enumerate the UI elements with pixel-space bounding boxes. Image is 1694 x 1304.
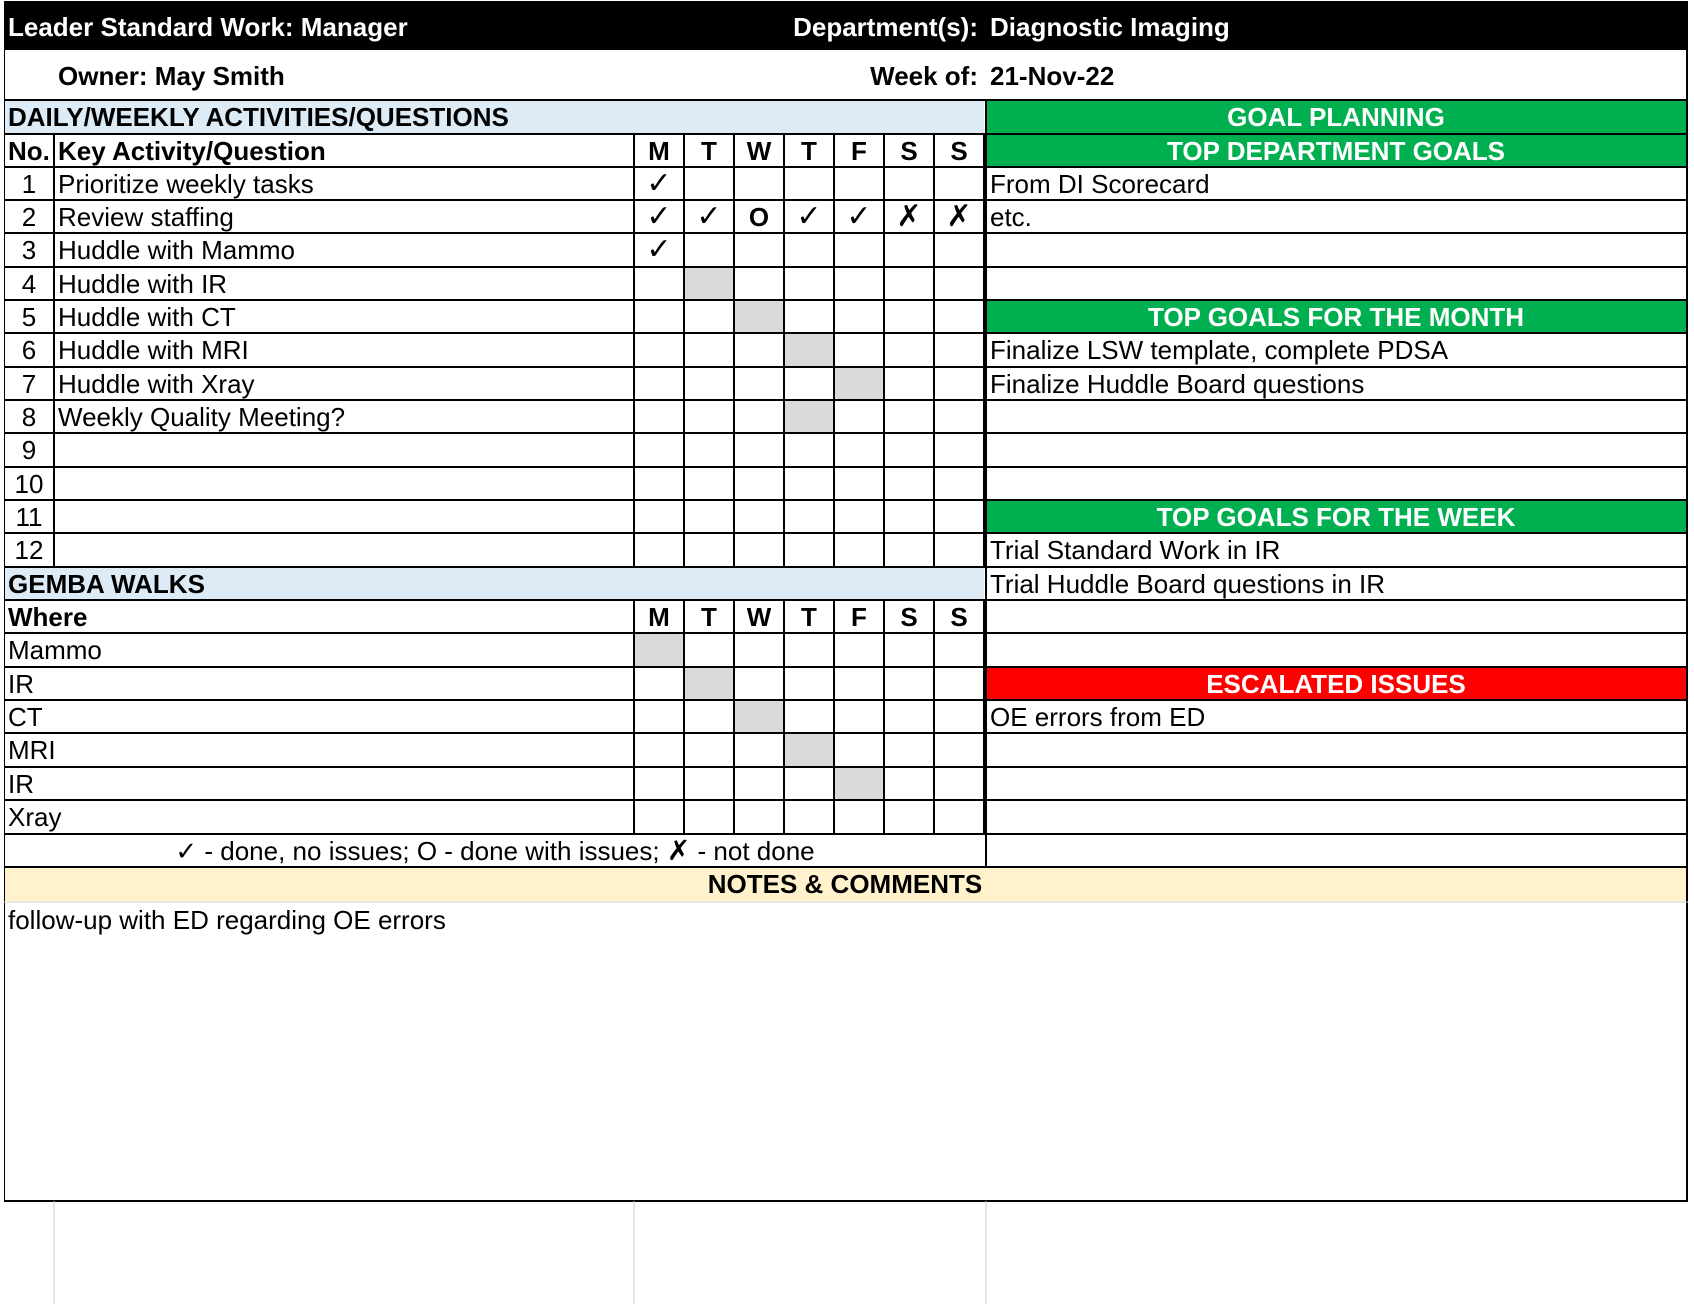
row-number: 2 xyxy=(21,201,37,232)
status-cell[interactable] xyxy=(834,800,884,833)
activity-text[interactable]: Huddle with CT xyxy=(58,301,236,332)
status-cell[interactable] xyxy=(784,633,834,666)
department-goal-item[interactable] xyxy=(986,233,1686,266)
status-cell[interactable] xyxy=(934,767,984,800)
goal-planning-title: GOAL PLANNING xyxy=(986,100,1686,134)
status-cell[interactable] xyxy=(634,367,684,400)
status-cell[interactable]: ✗ xyxy=(896,200,922,233)
status-cell[interactable] xyxy=(634,533,684,566)
status-cell[interactable] xyxy=(934,633,984,666)
escalated-issue-item[interactable] xyxy=(986,767,1686,800)
status-cell[interactable] xyxy=(884,333,934,366)
day-header: S xyxy=(950,135,968,166)
status-cell[interactable] xyxy=(834,667,884,700)
row-number: 6 xyxy=(21,334,37,365)
gemba-location[interactable]: MRI xyxy=(8,734,56,765)
status-cell[interactable] xyxy=(734,467,784,500)
status-cell[interactable] xyxy=(834,167,884,200)
legend-done-text: ✓ - done, no issues; O - done with issues; xyxy=(175,835,667,866)
status-cell[interactable] xyxy=(834,700,884,733)
status-cell[interactable] xyxy=(884,733,934,766)
status-cell[interactable] xyxy=(884,167,934,200)
status-cell[interactable] xyxy=(934,267,984,300)
status-cell[interactable] xyxy=(734,333,784,366)
lsw-worksheet xyxy=(4,0,1690,1304)
status-cell[interactable] xyxy=(634,767,684,800)
status-cell[interactable] xyxy=(734,400,784,433)
day-header: M xyxy=(648,135,670,166)
status-cell[interactable] xyxy=(884,300,934,333)
status-cell[interactable] xyxy=(734,233,784,266)
activity-text[interactable]: Huddle with Mammo xyxy=(58,234,295,265)
status-cell[interactable] xyxy=(934,167,984,200)
status-cell[interactable] xyxy=(884,400,934,433)
row-number: 4 xyxy=(21,268,37,299)
status-cell[interactable] xyxy=(934,733,984,766)
status-cell[interactable] xyxy=(734,167,784,200)
activities-section-title: DAILY/WEEKLY ACTIVITIES/QUESTIONS xyxy=(4,100,984,134)
month-goal-item[interactable]: Finalize Huddle Board questions xyxy=(990,368,1365,399)
status-cell[interactable] xyxy=(834,233,884,266)
status-cell[interactable] xyxy=(834,767,884,800)
status-cell[interactable] xyxy=(634,433,684,466)
status-cell[interactable]: ✗ xyxy=(946,200,972,233)
not-done-icon: ✗ xyxy=(666,834,691,866)
status-cell[interactable] xyxy=(684,400,734,433)
gemba-location[interactable]: IR xyxy=(8,668,34,699)
status-cell[interactable] xyxy=(784,233,834,266)
status-cell[interactable] xyxy=(784,500,834,533)
status-cell[interactable] xyxy=(684,300,734,333)
status-cell[interactable] xyxy=(734,267,784,300)
status-cell[interactable] xyxy=(684,367,734,400)
department-goals-title: TOP DEPARTMENT GOALS xyxy=(986,134,1686,167)
status-cell[interactable] xyxy=(884,433,934,466)
status-cell[interactable] xyxy=(834,433,884,466)
row-number: 5 xyxy=(21,301,37,332)
status-cell[interactable] xyxy=(684,667,734,700)
activity-text[interactable] xyxy=(54,467,634,500)
status-cell[interactable] xyxy=(884,767,934,800)
department-label: Department(s): xyxy=(784,3,984,50)
notes-text[interactable]: follow-up with ED regarding OE errors xyxy=(8,904,446,935)
status-cell[interactable]: ✓ xyxy=(646,200,672,233)
status-cell[interactable] xyxy=(734,667,784,700)
week-goals-title: TOP GOALS FOR THE WEEK xyxy=(986,500,1686,534)
day-header: T xyxy=(701,135,717,166)
escalated-issue-item[interactable]: OE errors from ED xyxy=(990,701,1206,732)
day-header: W xyxy=(746,601,772,632)
month-goal-item[interactable] xyxy=(986,467,1686,500)
row-number: 7 xyxy=(21,368,37,399)
day-header: M xyxy=(648,601,670,632)
status-cell[interactable] xyxy=(684,267,734,300)
status-cell[interactable] xyxy=(634,700,684,733)
status-cell[interactable] xyxy=(784,700,834,733)
gemba-location[interactable]: Xray xyxy=(8,801,62,832)
status-cell[interactable] xyxy=(884,533,934,566)
status-cell[interactable] xyxy=(934,233,984,266)
row-number: 8 xyxy=(21,401,37,432)
status-cell[interactable] xyxy=(634,400,684,433)
status-cell[interactable] xyxy=(734,533,784,566)
status-cell[interactable] xyxy=(934,700,984,733)
day-header: F xyxy=(851,135,867,166)
status-cell[interactable] xyxy=(634,333,684,366)
status-cell[interactable] xyxy=(784,300,834,333)
status-cell[interactable] xyxy=(684,733,734,766)
status-cell[interactable] xyxy=(734,367,784,400)
status-cell[interactable] xyxy=(834,467,884,500)
month-goal-item[interactable]: Finalize LSW template, complete PDSA xyxy=(990,334,1449,365)
status-cell[interactable] xyxy=(684,500,734,533)
status-cell[interactable] xyxy=(884,800,934,833)
status-cell[interactable] xyxy=(884,233,934,266)
week-label: Week of: xyxy=(870,61,978,91)
status-cell[interactable] xyxy=(634,467,684,500)
activity-text[interactable] xyxy=(54,500,634,533)
status-cell[interactable] xyxy=(734,300,784,333)
status-cell[interactable] xyxy=(734,433,784,466)
month-goals-title: TOP GOALS FOR THE MONTH xyxy=(986,300,1686,334)
gemba-location[interactable]: CT xyxy=(8,701,43,732)
status-cell[interactable] xyxy=(834,367,884,400)
status-cell[interactable] xyxy=(884,467,934,500)
status-cell[interactable]: ✓ xyxy=(646,167,672,200)
activity-text[interactable]: Huddle with Xray xyxy=(58,368,255,399)
legend-not-done-text: - not done xyxy=(690,835,815,866)
row-number: 1 xyxy=(21,168,37,199)
status-cell[interactable] xyxy=(734,700,784,733)
status-cell[interactable] xyxy=(734,500,784,533)
department-goal-item[interactable]: etc. xyxy=(990,201,1032,232)
status-cell[interactable] xyxy=(834,267,884,300)
owner-cell[interactable]: Owner: May Smith xyxy=(58,61,285,91)
activity-text[interactable]: Prioritize weekly tasks xyxy=(58,168,314,199)
row-number: 3 xyxy=(21,234,37,265)
department-value[interactable]: Diagnostic Imaging xyxy=(990,3,1390,50)
status-cell[interactable] xyxy=(784,733,834,766)
status-cell[interactable]: ✓ xyxy=(846,200,872,233)
status-cell[interactable] xyxy=(784,800,834,833)
gemba-location[interactable]: IR xyxy=(8,768,34,799)
status-cell[interactable] xyxy=(684,633,734,666)
status-cell[interactable] xyxy=(684,533,734,566)
row-number: 9 xyxy=(21,434,37,465)
status-cell[interactable] xyxy=(884,500,934,533)
status-cell[interactable] xyxy=(934,467,984,500)
week-goal-item[interactable]: Trial Standard Work in IR xyxy=(990,534,1281,565)
status-cell[interactable] xyxy=(834,533,884,566)
status-cell[interactable] xyxy=(784,767,834,800)
status-cell[interactable] xyxy=(634,733,684,766)
status-cell[interactable]: O xyxy=(748,201,770,232)
day-header: W xyxy=(746,135,772,166)
status-cell[interactable] xyxy=(634,500,684,533)
row-number: 11 xyxy=(15,501,43,532)
status-cell[interactable] xyxy=(784,467,834,500)
status-cell[interactable] xyxy=(934,400,984,433)
day-header: S xyxy=(900,601,918,632)
day-header: F xyxy=(851,601,867,632)
status-cell[interactable] xyxy=(784,400,834,433)
department-goal-item[interactable] xyxy=(986,267,1686,300)
status-cell[interactable] xyxy=(684,167,734,200)
status-cell[interactable] xyxy=(884,667,934,700)
status-cell[interactable] xyxy=(934,667,984,700)
status-cell[interactable] xyxy=(834,333,884,366)
day-header: T xyxy=(701,601,717,632)
status-cell[interactable] xyxy=(634,300,684,333)
status-cell[interactable] xyxy=(634,800,684,833)
status-cell[interactable] xyxy=(684,767,734,800)
week-goal-item[interactable] xyxy=(986,633,1686,666)
month-goal-item[interactable] xyxy=(986,400,1686,433)
escalated-issues-title: ESCALATED ISSUES xyxy=(986,667,1686,700)
notes-title: NOTES & COMMENTS xyxy=(4,867,1686,901)
status-cell[interactable] xyxy=(834,733,884,766)
activity-text[interactable]: Weekly Quality Meeting? xyxy=(58,401,346,432)
activity-text[interactable] xyxy=(54,433,634,466)
escalated-issue-item[interactable] xyxy=(986,733,1686,766)
status-cell[interactable] xyxy=(684,433,734,466)
gemba-section-title: GEMBA WALKS xyxy=(4,567,984,600)
status-cell[interactable] xyxy=(634,667,684,700)
col-header-where: Where xyxy=(8,601,88,632)
week-value[interactable]: 21-Nov-22 xyxy=(990,61,1115,91)
row-number: 12 xyxy=(14,534,44,565)
status-cell[interactable] xyxy=(934,300,984,333)
status-cell[interactable] xyxy=(734,733,784,766)
status-cell[interactable] xyxy=(934,500,984,533)
status-cell[interactable] xyxy=(684,700,734,733)
activity-text[interactable]: Huddle with MRI xyxy=(58,334,249,365)
status-cell[interactable] xyxy=(684,800,734,833)
legend xyxy=(4,834,986,867)
status-cell[interactable] xyxy=(634,267,684,300)
status-cell[interactable] xyxy=(834,633,884,666)
status-cell[interactable] xyxy=(934,533,984,566)
status-cell[interactable] xyxy=(634,633,684,666)
department-goal-item[interactable]: From DI Scorecard xyxy=(990,168,1210,199)
status-cell[interactable] xyxy=(684,467,734,500)
status-cell[interactable] xyxy=(934,333,984,366)
status-cell[interactable] xyxy=(784,667,834,700)
status-cell[interactable] xyxy=(784,367,834,400)
status-cell[interactable] xyxy=(784,533,834,566)
week-goal-item[interactable] xyxy=(986,600,1686,633)
activity-text[interactable] xyxy=(54,533,634,566)
status-cell[interactable] xyxy=(834,400,884,433)
status-cell[interactable] xyxy=(884,267,934,300)
status-cell[interactable] xyxy=(784,167,834,200)
status-cell[interactable] xyxy=(734,633,784,666)
status-cell[interactable] xyxy=(834,500,884,533)
title-text: Leader Standard Work: Manager xyxy=(8,11,408,42)
status-cell[interactable] xyxy=(934,367,984,400)
status-cell[interactable]: ✓ xyxy=(646,233,672,266)
col-header-no: No. xyxy=(8,135,50,166)
status-cell[interactable]: ✓ xyxy=(796,200,822,233)
day-header: S xyxy=(900,135,918,166)
status-cell[interactable] xyxy=(934,433,984,466)
day-header: T xyxy=(801,135,817,166)
day-header: T xyxy=(801,601,817,632)
escalated-issue-item[interactable] xyxy=(986,800,1686,833)
activity-text[interactable]: Huddle with IR xyxy=(58,268,228,299)
status-cell[interactable] xyxy=(784,333,834,366)
status-cell[interactable] xyxy=(784,433,834,466)
status-cell[interactable] xyxy=(684,333,734,366)
col-header-activity: Key Activity/Question xyxy=(58,135,326,166)
status-cell[interactable] xyxy=(734,800,784,833)
status-cell[interactable] xyxy=(884,367,934,400)
status-cell[interactable] xyxy=(784,267,834,300)
row-number: 10 xyxy=(14,468,44,499)
status-cell[interactable] xyxy=(734,767,784,800)
status-cell[interactable] xyxy=(884,633,934,666)
day-header: S xyxy=(950,601,968,632)
status-cell[interactable] xyxy=(684,233,734,266)
status-cell[interactable] xyxy=(834,300,884,333)
status-cell[interactable] xyxy=(884,700,934,733)
activity-text[interactable]: Review staffing xyxy=(58,201,234,232)
status-cell[interactable] xyxy=(934,800,984,833)
week-goal-item[interactable]: Trial Huddle Board questions in IR xyxy=(990,568,1386,599)
gemba-location[interactable]: Mammo xyxy=(8,634,102,665)
month-goal-item[interactable] xyxy=(986,433,1686,466)
status-cell[interactable]: ✓ xyxy=(696,200,722,233)
